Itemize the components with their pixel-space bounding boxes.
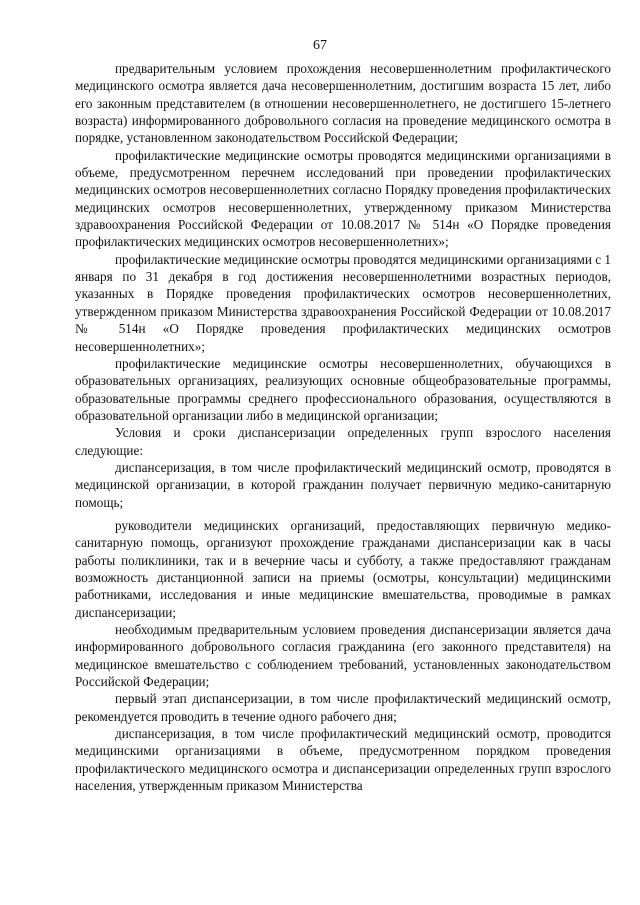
document-body [75,60,611,794]
paragraph: первый этап диспансеризации, в том числе профилактический медицинский осмотр, рекомендуется проводить в течение одного рабочего дня; [75,691,611,724]
section-heading-paragraph: Условия и сроки диспансеризации определенных групп взрослого населения следующие: [75,425,611,458]
paragraph: необходимым предварительным условием проведения диспансеризации является дача информированного добровольного согласия гражданина (его законного представителя) на медицинское вмешательство с соблюдением требований, установленных законодательством Российской Федерации; [75,622,611,690]
paragraph: диспансеризация, в том числе профилактический медицинский осмотр, проводится медицинскими организациями в объеме, предусмотренном порядком проведения профилактического медицинского осмотра и диспансеризации определенных групп взрослого населения, утвержденным приказом Министерства [75,726,611,794]
paragraph: профилактические медицинские осмотры проводятся медицинскими организациями в объеме, предусмотренном перечнем исследований при проведении профилактических медицинских осмотров несовершеннолетних согласно Порядку проведения профилактических медицинских осмотров несовершеннолетних, утвержденному приказом Министерства здравоохранения Российской Федерации от 10.08.2017 № 514н «О Порядке проведения профилактических медицинских осмотров несовершеннолетних»; [75,147,611,250]
paragraph: профилактические медицинские осмотры несовершеннолетних, обучающихся в образовательных организациях, реализующих основные общеобразовательные программы, образовательные программы среднего профессионального образования, осуществляются в образовательной организации либо в медицинской организации; [75,355,611,423]
paragraph: предварительным условием прохождения несовершеннолетним профилактического медицинского осмотра является дача несовершеннолетним, достигшим возраста 15 лет, либо его законным представителем (в отношении несовершеннолетнего, не достигшего 15-летнего возраста) информированного добровольного согласия на проведение медицинского осмотра в порядке, установленном законодательством Российской Федерации; [75,61,611,146]
paragraph: руководители медицинских организаций, предоставляющих первичную медико-санитарную помощь, организуют прохождение гражданами диспансеризации как в часы работы поликлиники, так и в вечерние часы и субботу, а также предоставляют гражданам возможность дистанционной записи на приемы (осмотры, консультации) медицинскими работниками, исследования и иные медицинские вмешательства, проводимые в рамках диспансеризации; [75,517,611,620]
page-number: 67 [313,38,327,53]
paragraph: диспансеризация, в том числе профилактический медицинский осмотр, проводятся в медицинской организации, в которой гражданин получает первичную медико-санитарную помощь; [75,459,611,510]
paragraph: профилактические медицинские осмотры проводятся медицинскими организациями с 1 января по 31 декабря в год достижения несовершеннолетними возрастных периодов, указанных в Порядке проведения профилактических осмотров несовершеннолетних, утвержденном приказом Министерства здравоохранения Российской Федерации от 10.08.2017 № 514н «О Порядке проведения профилактических медицинских осмотров несовершеннолетних»; [75,251,612,354]
